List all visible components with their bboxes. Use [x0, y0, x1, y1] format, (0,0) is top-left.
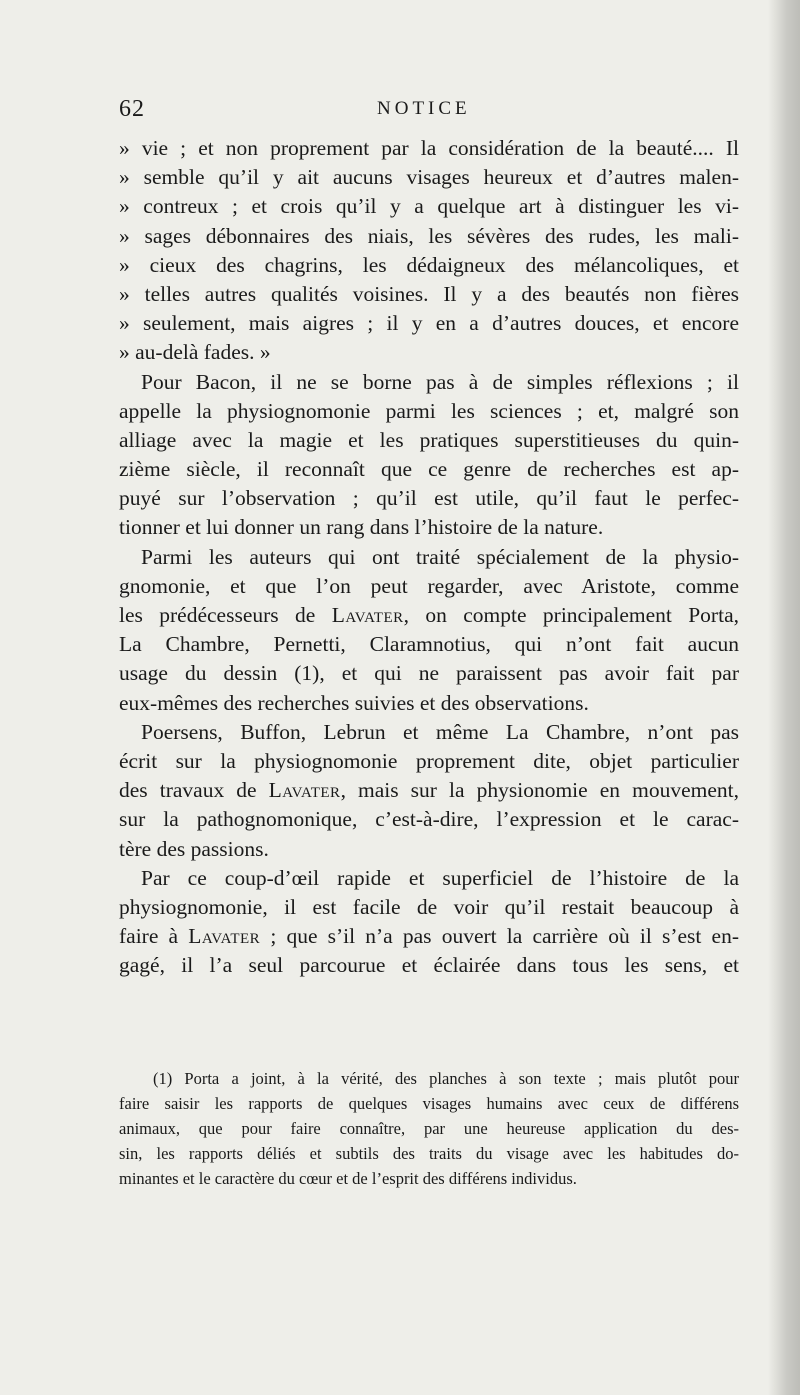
text-line: gnomonie, et que l’on peut regarder, avec Aristote, comme — [119, 573, 739, 598]
footnote-line: (1) Porta a joint, à la vérité, des planches à son texte ; mais plutôt pour — [153, 1069, 739, 1088]
text-line: des travaux de Lavater, mais sur la physionomie en mouvement, — [119, 778, 739, 803]
text-line: tionner et lui donner un rang dans l’histoire de la nature. — [119, 515, 604, 540]
text-line: eux-mêmes des recherches suivies et des observations. — [119, 690, 589, 715]
text-line: » semble qu’il y ait aucuns visages heureux et d’autres malen- — [119, 165, 739, 190]
footnote-line: sin, les rapports déliés et subtils des traits du visage avec les habitudes do- — [119, 1144, 739, 1163]
text-line: gagé, il l’a seul parcourue et éclairée dans tous les sens, et — [119, 953, 739, 978]
text-line: » telles autres qualités voisines. Il y a des beautés non fières — [119, 281, 739, 306]
text-line: tère des passions. — [119, 836, 269, 861]
text-line: » contreux ; et crois qu’il y a quelque art à distinguer les vi- — [119, 194, 739, 219]
main-text — [119, 134, 739, 980]
text-line: » sages débonnaires des niais, les sévères des rudes, les mali- — [119, 223, 739, 248]
footnote — [119, 1066, 739, 1191]
text-line: faire à Lavater ; que s’il n’a pas ouvert la carrière où il s’est en- — [119, 924, 739, 949]
footnote-line: animaux, que pour faire connaître, par une heureuse application du des- — [119, 1119, 739, 1138]
text-line: usage du dessin (1), et qui ne paraissent pas avoir fait par — [119, 661, 739, 686]
text-line: Par ce coup-d’œil rapide et superficiel de l’histoire de la — [141, 865, 739, 890]
text-line: zième siècle, il reconnaît que ce genre de recherches est ap- — [119, 457, 739, 482]
text-line: écrit sur la physiognomonie proprement dite, objet particulier — [119, 748, 739, 773]
page-edge-shadow — [768, 0, 800, 1395]
text-line: appelle la physiognomonie parmi les sciences ; et, malgré son — [119, 398, 739, 423]
text-line: puyé sur l’observation ; qu’il est utile, qu’il faut le perfec- — [119, 486, 739, 511]
footnote-line: faire saisir les rapports de quelques visages humains avec ceux de différens — [119, 1094, 739, 1113]
text-line: Poersens, Buffon, Lebrun et même La Chambre, n’ont pas — [141, 719, 739, 744]
page-header — [119, 96, 739, 126]
text-line: Pour Bacon, il ne se borne pas à de simples réflexions ; il — [141, 369, 739, 394]
text-line: physiognomonie, il est facile de voir qu’il restait beaucoup à — [119, 894, 739, 919]
text-line: La Chambre, Pernetti, Claramnotius, qui n’ont fait aucun — [119, 632, 739, 657]
text-line: Parmi les auteurs qui ont traité spécialement de la physio- — [141, 544, 739, 569]
page-number: 62 — [119, 96, 145, 122]
text-line: sur la pathognomonique, c’est-à-dire, l’expression et le carac- — [119, 807, 739, 832]
text-line: alliage avec la magie et les pratiques superstitieuses du quin- — [119, 427, 739, 452]
running-title: NOTICE — [377, 98, 471, 119]
text-line: » au-delà fades. » — [119, 340, 271, 365]
footnote-line: minantes et le caractère du cœur et de l’esprit des différens individus. — [119, 1169, 577, 1188]
text-line: » cieux des chagrins, les dédaigneux des mélancoliques, et — [119, 252, 739, 277]
text-line: » vie ; et non proprement par la considération de la beauté.... Il — [119, 136, 739, 160]
text-line: les prédécesseurs de Lavater, on compte principalement Porta, — [119, 603, 739, 627]
text-line: » seulement, mais aigres ; il y en a d’autres douces, et encore — [119, 311, 739, 336]
